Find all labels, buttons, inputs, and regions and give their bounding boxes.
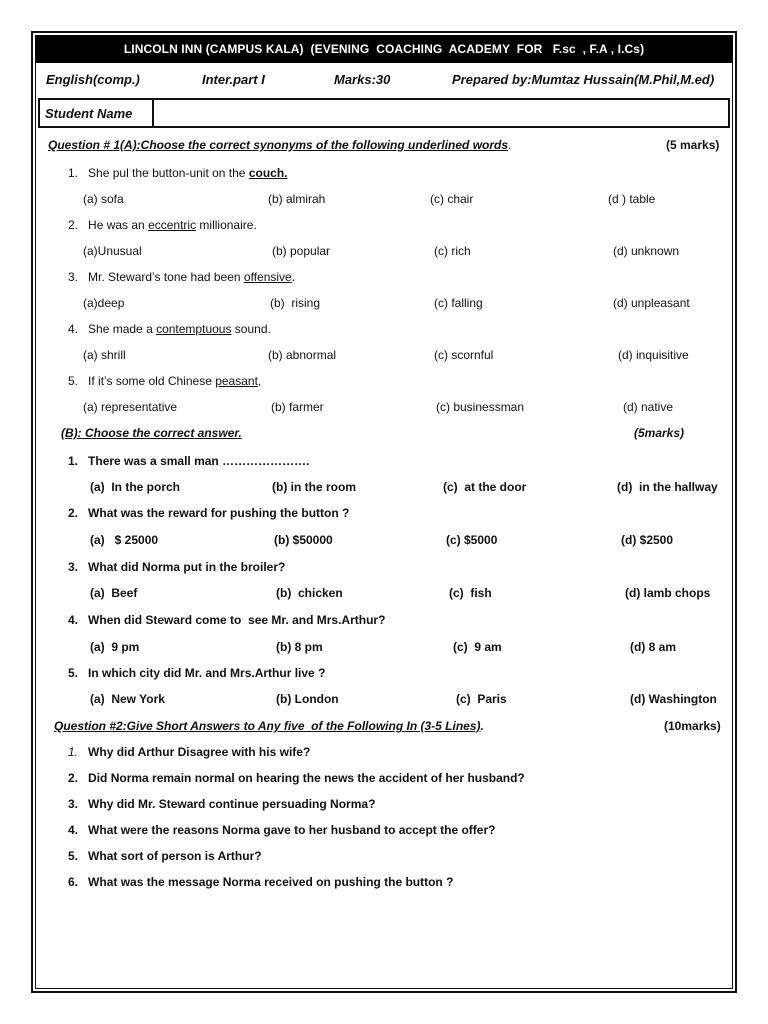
q1b-item-3: 3. What did Norma put in the broiler? — [68, 560, 286, 574]
q1b-item-1-option-a: (a) In the porch — [90, 480, 180, 494]
q1b-item-1-option-d: (d) in the hallway — [617, 480, 718, 494]
q1a-item-4-option-b: (b) abnormal — [268, 348, 337, 362]
q1a-item-2: 2. He was an eccentric millionaire. — [68, 218, 257, 232]
q1b-item-5-option-d: (d) Washington — [630, 692, 717, 706]
q2-item-2: 2. Did Norma remain normal on hearing the news the accident of her husband? — [68, 771, 525, 785]
q1a-item-3-option-a: (a)deep — [83, 296, 125, 310]
academy-title-bar — [35, 35, 733, 63]
q1a-item-3-option-b: (b) rising — [270, 296, 321, 310]
q1a-item-4: 4. She made a contemptuous sound. — [68, 322, 271, 336]
q1b-item-3-option-b: (b) chicken — [276, 586, 343, 600]
q1b-item-3-option-a: (a) Beef — [90, 586, 138, 600]
q1a-item-3: 3. Mr. Steward’s tone had been offensive. — [68, 270, 296, 284]
q1b-item-4-option-a: (a) 9 pm — [90, 640, 140, 654]
q1b-item-4: 4. When did Steward come to see Mr. and Mrs.Arthur? — [68, 613, 386, 627]
q2-item-5: 5. What sort of person is Arthur? — [68, 849, 262, 863]
q1a-item-4-option-d: (d) inquisitive — [618, 348, 689, 362]
q1b-item-3-option-d: (d) lamb chops — [625, 586, 711, 600]
q1b-heading: (B): Choose the correct answer. — [61, 426, 242, 440]
q1a-item-5-option-c: (c) businessman — [436, 400, 525, 414]
q1b-item-1: 1. There was a small man …………………. — [68, 454, 310, 468]
q1a-item-5: 5. If it’s some old Chinese peasant, — [68, 374, 262, 388]
q1a-item-2-option-b: (b) popular — [272, 244, 331, 258]
q1b-item-1-option-c: (c) at the door — [443, 480, 527, 494]
marks-label: Marks:30 — [334, 72, 391, 87]
q1a-item-1-option-a: (a) sofa — [83, 192, 124, 206]
q1b-item-5: 5. In which city did Mr. and Mrs.Arthur live ? — [68, 666, 326, 680]
student-name-box — [38, 98, 730, 128]
q1a-item-4-option-c: (c) scornful — [434, 348, 494, 362]
q1a-item-5-option-b: (b) farmer — [271, 400, 324, 414]
q1a-heading: Question # 1(A):Choose the correct synonyms of the following underlined words. — [48, 138, 512, 152]
q1a-item-5-option-a: (a) representative — [83, 400, 178, 414]
q1a-item-2-option-c: (c) rich — [434, 244, 471, 258]
q1a-marks: (5 marks) — [666, 138, 720, 152]
class-label: Inter.part I — [202, 72, 265, 87]
q1b-item-1-option-b: (b) in the room — [272, 480, 356, 494]
q1a-item-3-option-c: (c) falling — [434, 296, 483, 310]
q1b-marks: (5marks) — [634, 426, 685, 440]
q1b-item-3-option-c: (c) fish — [449, 586, 492, 600]
q1b-item-2: 2. What was the reward for pushing the button ? — [68, 506, 350, 520]
q1b-item-2-option-d: (d) $2500 — [621, 533, 674, 547]
q1a-item-5-option-d: (d) native — [623, 400, 674, 414]
student-name-label: Student Name — [40, 100, 154, 126]
q1a-item-3-option-d: (d) unpleasant — [613, 296, 690, 310]
q2-item-4: 4. What were the reasons Norma gave to her husband to accept the offer? — [68, 823, 496, 837]
q2-item-3: 3. Why did Mr. Steward continue persuading Norma? — [68, 797, 376, 811]
student-name-field[interactable] — [154, 100, 728, 126]
prepared-by-label: Prepared by:Mumtaz Hussain(M.Phil,M.ed) — [452, 72, 715, 87]
q1b-item-2-option-a: (a) $ 25000 — [90, 533, 159, 547]
subject-label: English(comp.) — [46, 72, 140, 87]
q2-item-1: 1. Why did Arthur Disagree with his wife? — [68, 745, 311, 759]
q1b-item-2-option-b: (b) $50000 — [274, 533, 333, 547]
q1b-item-2-option-c: (c) $5000 — [446, 533, 498, 547]
q1b-item-4-option-b: (b) 8 pm — [276, 640, 323, 654]
q2-marks: (10marks) — [664, 719, 721, 733]
q1a-item-2-option-a: (a)Unusual — [83, 244, 142, 258]
q1a-item-1-option-c: (c) chair — [430, 192, 474, 206]
q1b-item-5-option-a: (a) New York — [90, 692, 165, 706]
q1b-item-5-option-c: (c) Paris — [456, 692, 507, 706]
q1a-item-2-option-d: (d) unknown — [613, 244, 680, 258]
academy-title: LINCOLN INN (CAMPUS KALA) (EVENING COACHING ACADEMY FOR F.sc , F.A , I.Cs) — [123, 42, 645, 56]
q1a-item-1-option-d: (d ) table — [608, 192, 656, 206]
q1b-item-4-option-d: (d) 8 am — [630, 640, 677, 654]
q1a-item-1: 1. She pul the button-unit on the couch. — [68, 166, 288, 180]
q1b-item-4-option-c: (c) 9 am — [453, 640, 502, 654]
q1a-item-1-option-b: (b) almirah — [268, 192, 326, 206]
q1b-item-5-option-b: (b) London — [276, 692, 339, 706]
q2-item-6: 6. What was the message Norma received on pushing the button ? — [68, 875, 454, 889]
q2-heading: Question #2:Give Short Answers to Any five of the Following In (3-5 Lines). — [54, 719, 484, 733]
q1a-item-4-option-a: (a) shrill — [83, 348, 126, 362]
